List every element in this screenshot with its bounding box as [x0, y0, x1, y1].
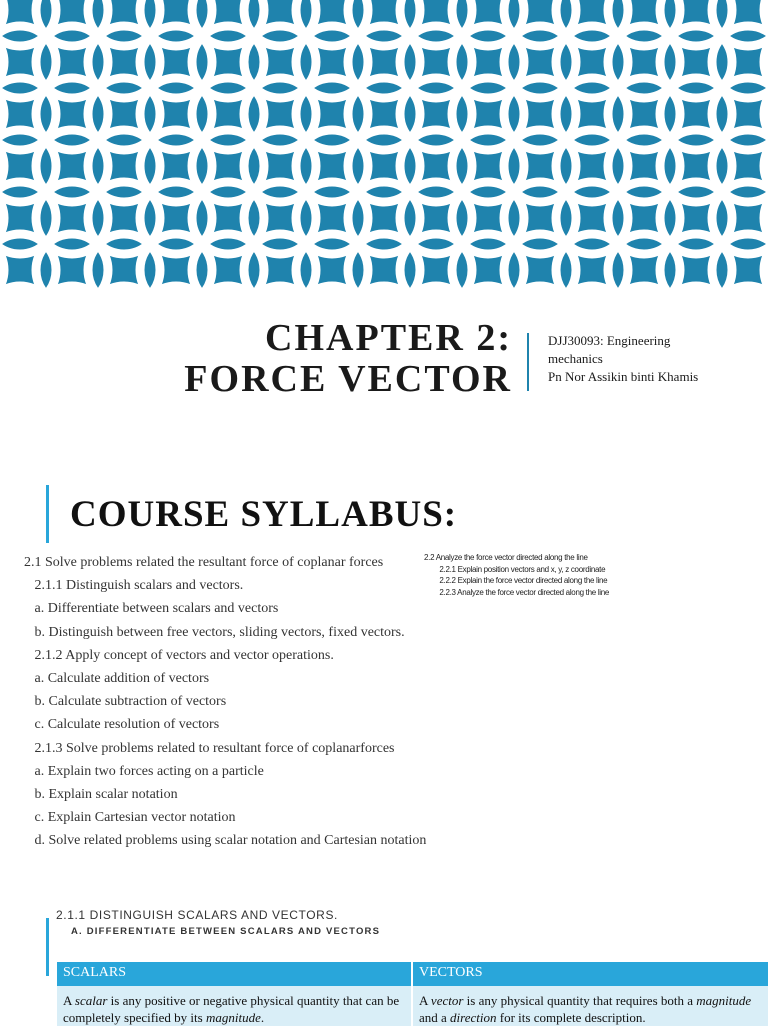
chapter-title-line2: FORCE VECTOR	[184, 358, 512, 400]
cell-text: is any physical quantity that requires both a	[463, 993, 697, 1008]
course-code-line2: mechanics	[548, 351, 603, 366]
table-header-vectors: VECTORS	[419, 965, 483, 980]
syllabus-item: 2.1.2 Apply concept of vectors and vector operations.	[24, 647, 334, 663]
table-header-scalars: SCALARS	[57, 962, 413, 986]
section-accent-bar	[46, 918, 49, 976]
course-code-line1: DJJ30093: Engineering	[548, 333, 671, 348]
syllabus-item: d. Solve related problems using scalar notation and Cartesian notation	[24, 833, 427, 849]
cell-text-italic: scalar	[74, 993, 108, 1008]
syllabus-side-item: 2.2 Analyze the force vector directed along the line	[424, 553, 588, 562]
syllabus-item: a. Explain two forces acting on a particle	[24, 763, 264, 779]
interlocking-circles-pattern	[0, 0, 768, 288]
cell-text-italic: direction	[450, 1010, 497, 1025]
table-header-row	[57, 962, 768, 986]
syllabus-accent-bar	[46, 485, 49, 543]
course-info	[548, 332, 748, 386]
syllabus-item: 2.1.3 Solve problems related to resultant force of coplanarforces	[24, 740, 395, 756]
chapter-title	[184, 318, 512, 400]
syllabus-side-item: 2.2.1 Explain position vectors and x, y, z coordinate	[424, 564, 606, 574]
title-banner-pattern	[0, 0, 768, 288]
syllabus-item: a. Calculate addition of vectors	[24, 670, 210, 686]
syllabus-item: b. Distinguish between free vectors, sliding vectors, fixed vectors.	[24, 624, 405, 640]
cell-text: A	[419, 993, 431, 1008]
cell-text-italic: vector	[430, 993, 464, 1008]
title-divider	[527, 333, 529, 391]
syllabus-list	[24, 551, 426, 852]
cell-text-italic: magnitude	[696, 993, 752, 1008]
table-cell-scalars	[57, 986, 413, 1026]
section-subheading: A. DIFFERENTIATE BETWEEN SCALARS AND VECTORS	[71, 926, 381, 937]
syllabus-item: a. Differentiate between scalars and vectors	[24, 601, 279, 617]
section-heading: 2.1.1 DISTINGUISH SCALARS AND VECTORS.	[56, 908, 338, 922]
syllabus-item: 2.1 Solve problems related the resultant force of coplanar forces	[24, 555, 384, 570]
syllabus-side-item: 2.2.3 Analyze the force vector directed along the line	[424, 587, 610, 597]
cell-text: .	[260, 1010, 265, 1025]
syllabus-item: b. Explain scalar notation	[24, 786, 178, 802]
lecturer-name: Pn Nor Assikin binti Khamis	[548, 369, 699, 384]
chapter-title-line1: CHAPTER 2:	[265, 317, 512, 359]
syllabus-side-list	[424, 552, 609, 598]
cell-text: for its complete description.	[496, 1010, 646, 1025]
cell-text-italic: magnitude	[205, 1010, 261, 1025]
cell-text: A	[63, 993, 75, 1008]
table-cell-vectors	[413, 986, 768, 1026]
scalars-vectors-table	[57, 962, 768, 1026]
syllabus-item: b. Calculate subtraction of vectors	[24, 694, 227, 710]
table-row	[57, 986, 768, 1026]
syllabus-side-item: 2.2.2 Explain the force vector directed along the line	[424, 576, 608, 586]
syllabus-item: 2.1.1 Distinguish scalars and vectors.	[24, 578, 244, 594]
syllabus-heading: COURSE SYLLABUS:	[70, 494, 458, 535]
cell-text: is any positive or negative physical quantity that can be completely specified by its	[63, 993, 400, 1025]
syllabus-item: c. Explain Cartesian vector notation	[24, 810, 236, 826]
cell-text: and a	[419, 1010, 451, 1025]
syllabus-item: c. Calculate resolution of vectors	[24, 717, 220, 733]
